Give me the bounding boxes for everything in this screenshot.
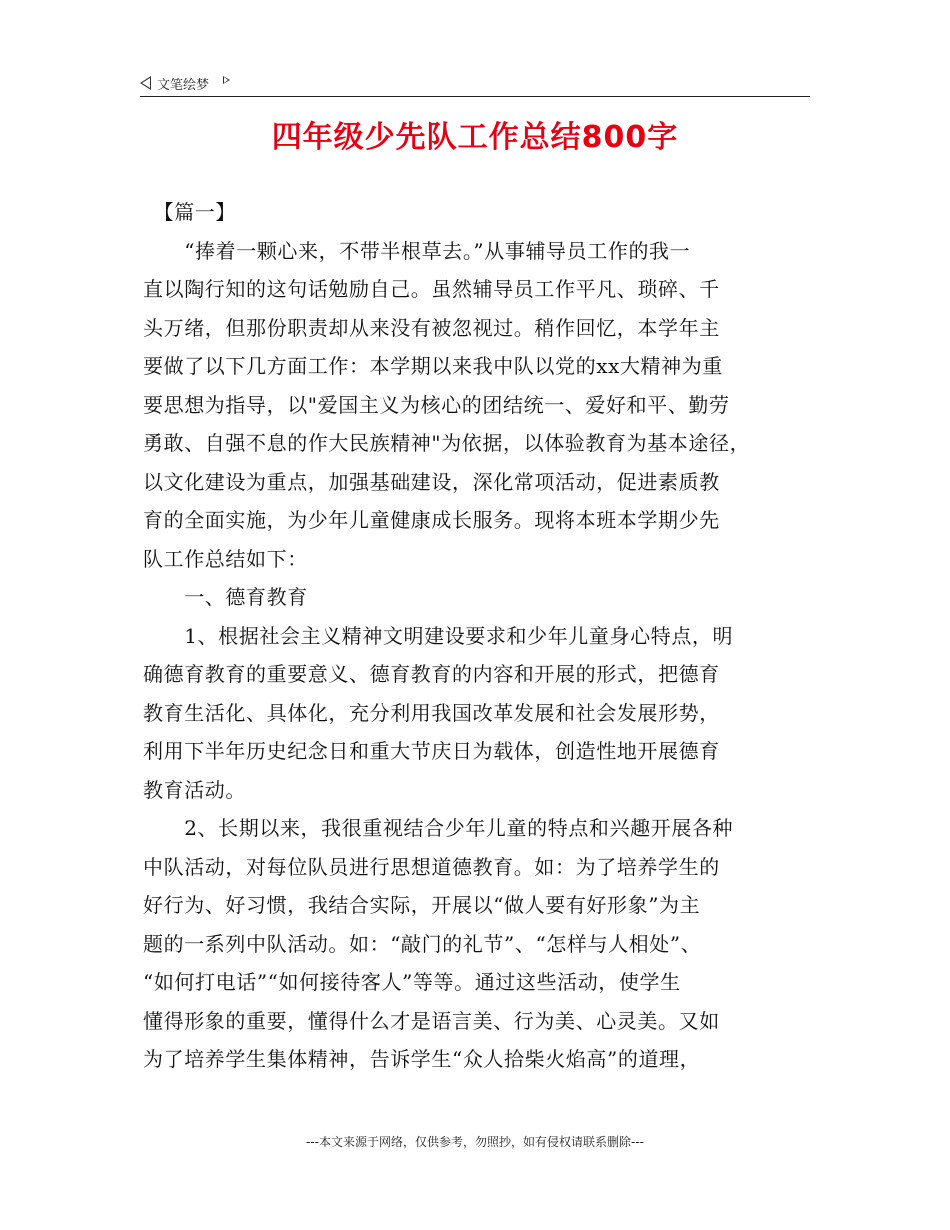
body-line: 利用下半年历史纪念日和重大节庆日为载体，创造性地开展德育 bbox=[143, 739, 720, 763]
body-line: 教育生活化、具体化，充分利用我国改革发展和社会发展形势， bbox=[143, 700, 720, 725]
body-line: 要思想为指导，以"爱国主义为核心的团结统一、爱好和平、勤劳 bbox=[143, 392, 730, 417]
document-body bbox=[143, 193, 815, 1079]
body-line: 为了培养学生集体精神，告诉学生“众人拾柴火焰高”的道理， bbox=[143, 1047, 701, 1071]
page-header bbox=[140, 70, 810, 97]
body-line: 确德育教育的重要意义、德育教育的内容和开展的形式，把德育 bbox=[143, 662, 720, 686]
footer-disclaimer: ---本文来源于网络，仅供参考，勿照抄，如有侵权请联系删除--- bbox=[306, 1135, 644, 1149]
triangle-right-icon bbox=[223, 76, 230, 84]
body-line: 直以陶行知的这句话勉励自己。虽然辅导员工作平凡、琐碎、千 bbox=[143, 277, 720, 301]
body-line: 教育活动。 bbox=[143, 777, 246, 802]
body-line: 1、根据社会主义精神文明建设要求和少年儿童身心特点，明 bbox=[143, 623, 734, 648]
body-line: 中队活动，对每位队员进行思想道德教育。如：为了培养学生的 bbox=[143, 854, 720, 879]
document-title: 四年级少先队工作总结800字 bbox=[271, 120, 679, 155]
body-line: “捧着一颗心来，不带半根草去。”从事辅导员工作的我一 bbox=[143, 238, 691, 263]
body-line: 要做了以下几方面工作：本学期以来我中队以党的xx大精神为重 bbox=[143, 354, 723, 378]
body-line: “如何打电话”“如何接待客人”等等。通过这些活动，使学生 bbox=[143, 970, 681, 994]
header-label: 文笔绘梦 bbox=[157, 77, 210, 93]
body-line: 好行为、好习惯，我结合实际，开展以“做人要有好形象”为主 bbox=[143, 893, 701, 917]
body-line: 题的一系列中队活动。如：“敲门的礼节”、“怎样与人相处”、 bbox=[143, 931, 702, 956]
triangle-left-icon bbox=[140, 76, 151, 90]
body-line: 懂得形象的重要，懂得什么才是语言美、行为美、心灵美。又如 bbox=[143, 1008, 720, 1033]
body-line: 一、德育教育 bbox=[143, 585, 308, 609]
body-line: 2、长期以来，我很重视结合少年儿童的特点和兴趣开展各种 bbox=[143, 816, 734, 840]
body-line: 勇敢、自强不息的作大民族精神"为依据，以体验教育为基本途径， bbox=[143, 431, 751, 455]
body-line: 以文化建设为重点，加强基础建设，深化常项活动，促进素质教 bbox=[143, 469, 720, 494]
body-line: 队工作总结如下： bbox=[143, 546, 308, 571]
body-line: 育的全面实施，为少年儿童健康成长服务。现将本班本学期少先 bbox=[143, 508, 720, 532]
body-line: 头万绪，但那份职责却从来没有被忽视过。稍作回忆，本学年主 bbox=[143, 315, 720, 340]
body-line: 【篇一】 bbox=[143, 200, 236, 224]
